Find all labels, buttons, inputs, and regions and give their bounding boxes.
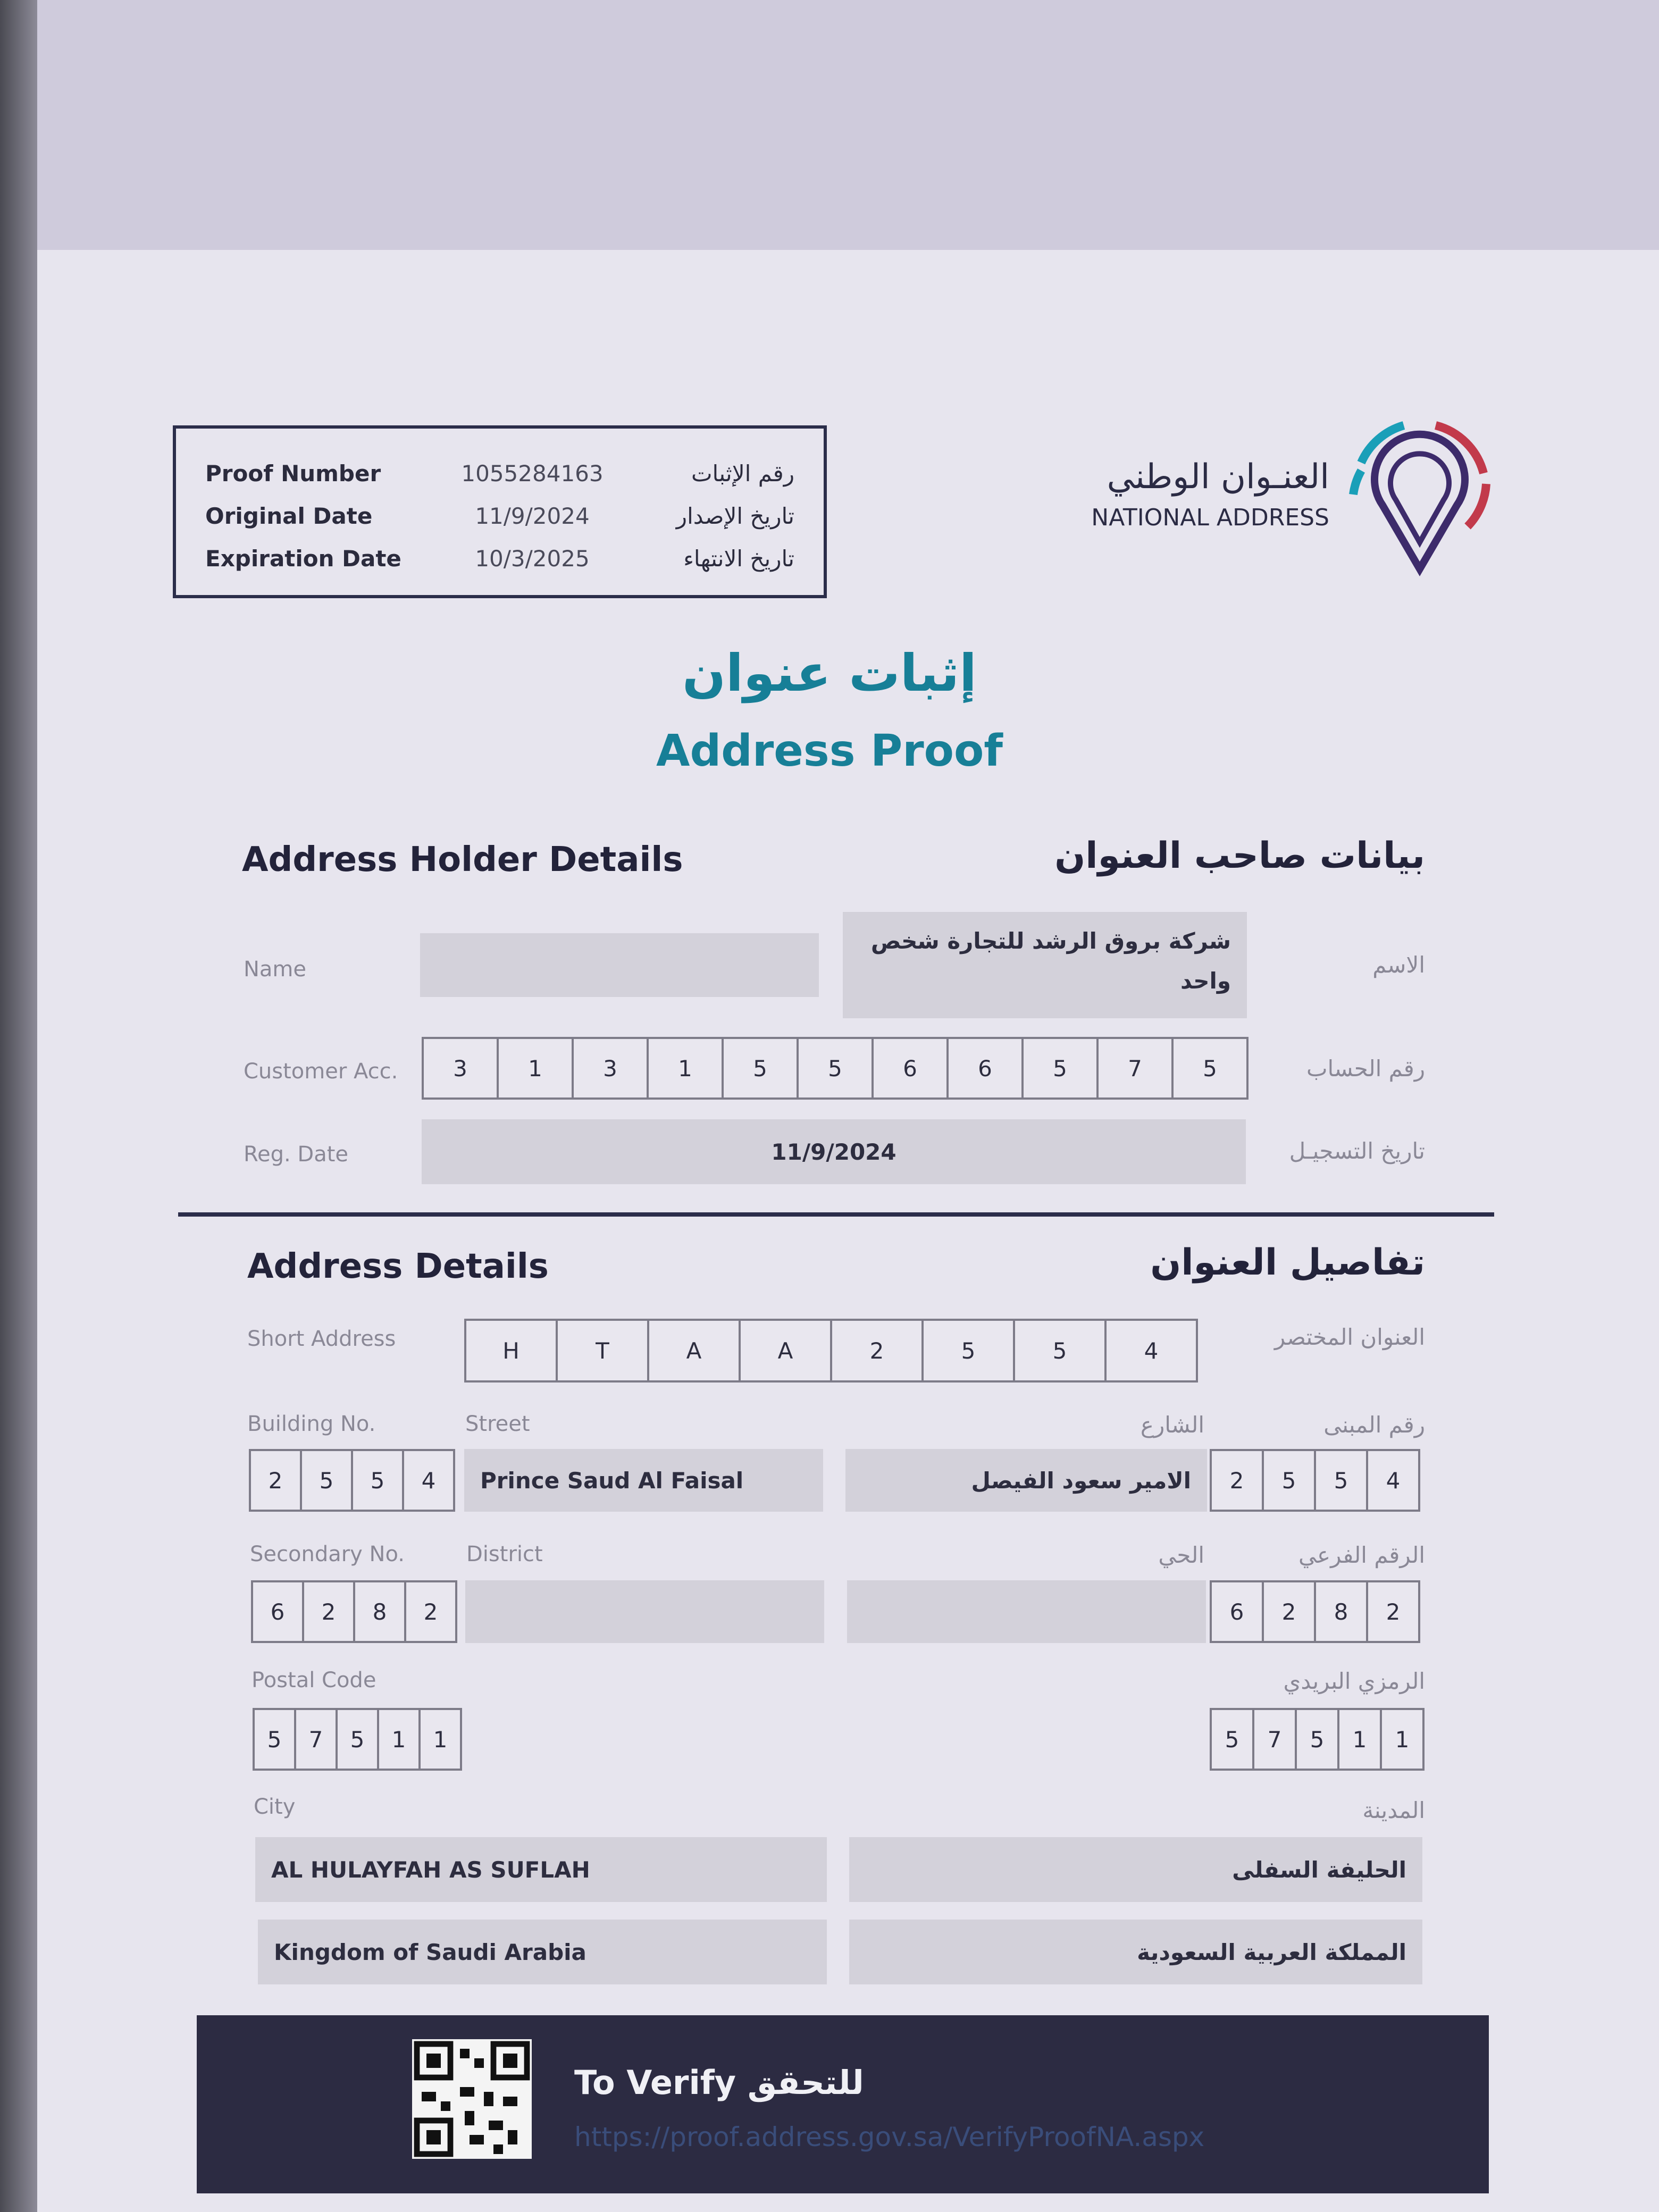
postal-digit: 7 <box>294 1708 338 1771</box>
building-no-label-ar: رقم المبنى <box>1323 1412 1425 1438</box>
name-label-ar: الاسم <box>1372 952 1425 978</box>
secondary-no-digits <box>251 1580 457 1643</box>
postal-digit: 1 <box>377 1708 421 1771</box>
proof-number-row <box>176 460 824 503</box>
building-digit: 2 <box>249 1449 302 1512</box>
background-top <box>37 0 1659 250</box>
name-field-en <box>420 933 819 997</box>
customer-acc-label: Customer Acc. <box>244 1059 398 1084</box>
secondary-digit: 2 <box>404 1580 457 1643</box>
short-address-char: A <box>647 1319 741 1382</box>
verify-bar <box>197 2015 1489 2193</box>
city-label-ar: المدينة <box>1362 1797 1425 1823</box>
short-address-char: 4 <box>1104 1319 1198 1382</box>
postal-digit-ar: 1 <box>1380 1708 1425 1771</box>
proof-number-label-ar: رقم الإثبات <box>691 460 794 487</box>
street-field-ar <box>845 1449 1207 1512</box>
acc-digit: 3 <box>572 1037 649 1100</box>
address-section-title-ar: تفاصيل العنوان <box>1150 1242 1425 1284</box>
acc-digit: 6 <box>872 1037 949 1100</box>
postal-digit-ar: 7 <box>1252 1708 1297 1771</box>
original-date-value: 11/9/2024 <box>475 503 590 529</box>
postal-digit-ar: 5 <box>1210 1708 1254 1771</box>
postal-digit: 5 <box>253 1708 296 1771</box>
secondary-digit-ar: 2 <box>1262 1580 1316 1643</box>
qr-code-icon[interactable] <box>412 2039 532 2159</box>
original-date-label-ar: تاريخ الإصدار <box>676 503 794 529</box>
short-address-char: 5 <box>1013 1319 1107 1382</box>
acc-digit: 5 <box>1021 1037 1099 1100</box>
expiration-date-row <box>176 546 824 588</box>
short-address-char: H <box>464 1319 558 1382</box>
postal-code-digits <box>253 1708 462 1771</box>
building-digit-ar: 5 <box>1314 1449 1368 1512</box>
holder-section-title: Address Holder Details <box>242 840 683 879</box>
street-value-en: Prince Saud Al Faisal <box>480 1467 744 1494</box>
postal-digit: 5 <box>336 1708 379 1771</box>
phone-edge <box>0 0 37 2212</box>
acc-digit: 5 <box>797 1037 874 1100</box>
short-address-label: Short Address <box>247 1327 396 1351</box>
short-address-char: A <box>739 1319 832 1382</box>
secondary-no-label-ar: الرقم الفرعي <box>1298 1542 1425 1568</box>
verify-url-link[interactable]: https://proof.address.gov.sa/VerifyProofNA.aspx <box>574 2122 1205 2152</box>
city-field-en <box>255 1837 827 1902</box>
postal-code-digits-ar <box>1210 1708 1425 1771</box>
expiration-date-value: 10/3/2025 <box>475 546 590 572</box>
secondary-digit-ar: 6 <box>1210 1580 1264 1643</box>
secondary-digit-ar: 8 <box>1314 1580 1368 1643</box>
postal-digit-ar: 5 <box>1295 1708 1339 1771</box>
title-en: Address Proof <box>656 726 1003 776</box>
secondary-digit-ar: 2 <box>1366 1580 1420 1643</box>
city-value-ar: الحليفة السفلى <box>1232 1856 1406 1883</box>
holder-section-title-ar: بيانات صاحب العنوان <box>1054 835 1425 877</box>
secondary-digit: 6 <box>251 1580 304 1643</box>
short-address-char: T <box>556 1319 649 1382</box>
short-address-label-ar: العنوان المختصر <box>1274 1324 1425 1350</box>
proof-number-value: 1055284163 <box>461 460 604 487</box>
location-pin-icon <box>1340 415 1499 580</box>
short-address-char: 5 <box>921 1319 1015 1382</box>
acc-digit: 1 <box>647 1037 724 1100</box>
country-value-ar: المملكة العربية السعودية <box>1137 1939 1406 1965</box>
building-digit-ar: 5 <box>1262 1449 1316 1512</box>
logo-text-ar: العنـوان الوطني <box>1107 457 1329 497</box>
building-digit: 5 <box>351 1449 404 1512</box>
reg-date-field <box>422 1119 1246 1184</box>
proof-number-label: Proof Number <box>205 460 381 487</box>
acc-digit: 5 <box>722 1037 799 1100</box>
name-label: Name <box>244 957 307 982</box>
name-value-ar-line2: واحد <box>1180 968 1231 994</box>
postal-code-label: Postal Code <box>252 1668 376 1692</box>
district-field-en <box>465 1580 824 1643</box>
city-label: City <box>254 1795 296 1819</box>
postal-digit: 1 <box>418 1708 462 1771</box>
building-no-digits <box>249 1449 455 1512</box>
title-ar: إثبات عنوان <box>682 643 977 703</box>
original-date-row <box>176 503 824 546</box>
secondary-digit: 2 <box>302 1580 355 1643</box>
country-field-ar <box>849 1920 1422 1984</box>
street-value-ar: الامير سعود الفيصل <box>971 1467 1191 1494</box>
acc-digit: 7 <box>1096 1037 1174 1100</box>
building-digit-ar: 4 <box>1366 1449 1420 1512</box>
name-value-ar-line1: شركة بروق الرشد للتجارة شخص <box>870 928 1231 954</box>
short-address-char: 2 <box>830 1319 924 1382</box>
logo-text-en: NATIONAL ADDRESS <box>1091 504 1329 531</box>
street-field-en <box>464 1449 823 1512</box>
city-field-ar <box>849 1837 1422 1902</box>
section-divider <box>178 1212 1494 1217</box>
reg-date-label: Reg. Date <box>244 1142 349 1167</box>
secondary-digit: 8 <box>353 1580 406 1643</box>
district-label: District <box>466 1542 543 1566</box>
reg-date-label-ar: تاريخ التسجيـل <box>1289 1138 1425 1164</box>
secondary-no-digits-ar <box>1210 1580 1420 1643</box>
original-date-label: Original Date <box>205 503 373 529</box>
street-label: Street <box>465 1412 530 1436</box>
acc-digit: 3 <box>422 1037 499 1100</box>
country-field-en <box>258 1920 827 1984</box>
verify-label: To Verify للتحقق <box>574 2063 864 2102</box>
district-field-ar <box>847 1580 1206 1643</box>
name-field-ar <box>843 912 1247 1018</box>
customer-acc-digits <box>422 1037 1249 1100</box>
secondary-no-label: Secondary No. <box>250 1542 405 1566</box>
city-value-en: AL HULAYFAH AS SUFLAH <box>271 1856 590 1883</box>
country-value-en: Kingdom of Saudi Arabia <box>274 1939 586 1965</box>
building-digit: 4 <box>402 1449 455 1512</box>
expiration-date-label: Expiration Date <box>205 546 401 572</box>
postal-digit-ar: 1 <box>1337 1708 1382 1771</box>
reg-date-value: 11/9/2024 <box>771 1138 896 1165</box>
address-section-title: Address Details <box>247 1247 549 1286</box>
customer-acc-label-ar: رقم الحساب <box>1306 1055 1425 1082</box>
building-no-label: Building No. <box>247 1412 376 1436</box>
building-digit-ar: 2 <box>1210 1449 1264 1512</box>
building-digit: 5 <box>300 1449 353 1512</box>
postal-code-label-ar: الرمزي البريدي <box>1283 1668 1425 1694</box>
building-no-digits-ar <box>1210 1449 1420 1512</box>
acc-digit: 6 <box>946 1037 1024 1100</box>
district-label-ar: الحي <box>1158 1542 1204 1568</box>
acc-digit: 5 <box>1171 1037 1249 1100</box>
expiration-date-label-ar: تاريخ الانتهاء <box>683 546 794 572</box>
short-address-chars <box>464 1319 1198 1382</box>
street-label-ar: الشارع <box>1140 1412 1204 1438</box>
acc-digit: 1 <box>497 1037 574 1100</box>
proof-info-box <box>173 425 827 598</box>
